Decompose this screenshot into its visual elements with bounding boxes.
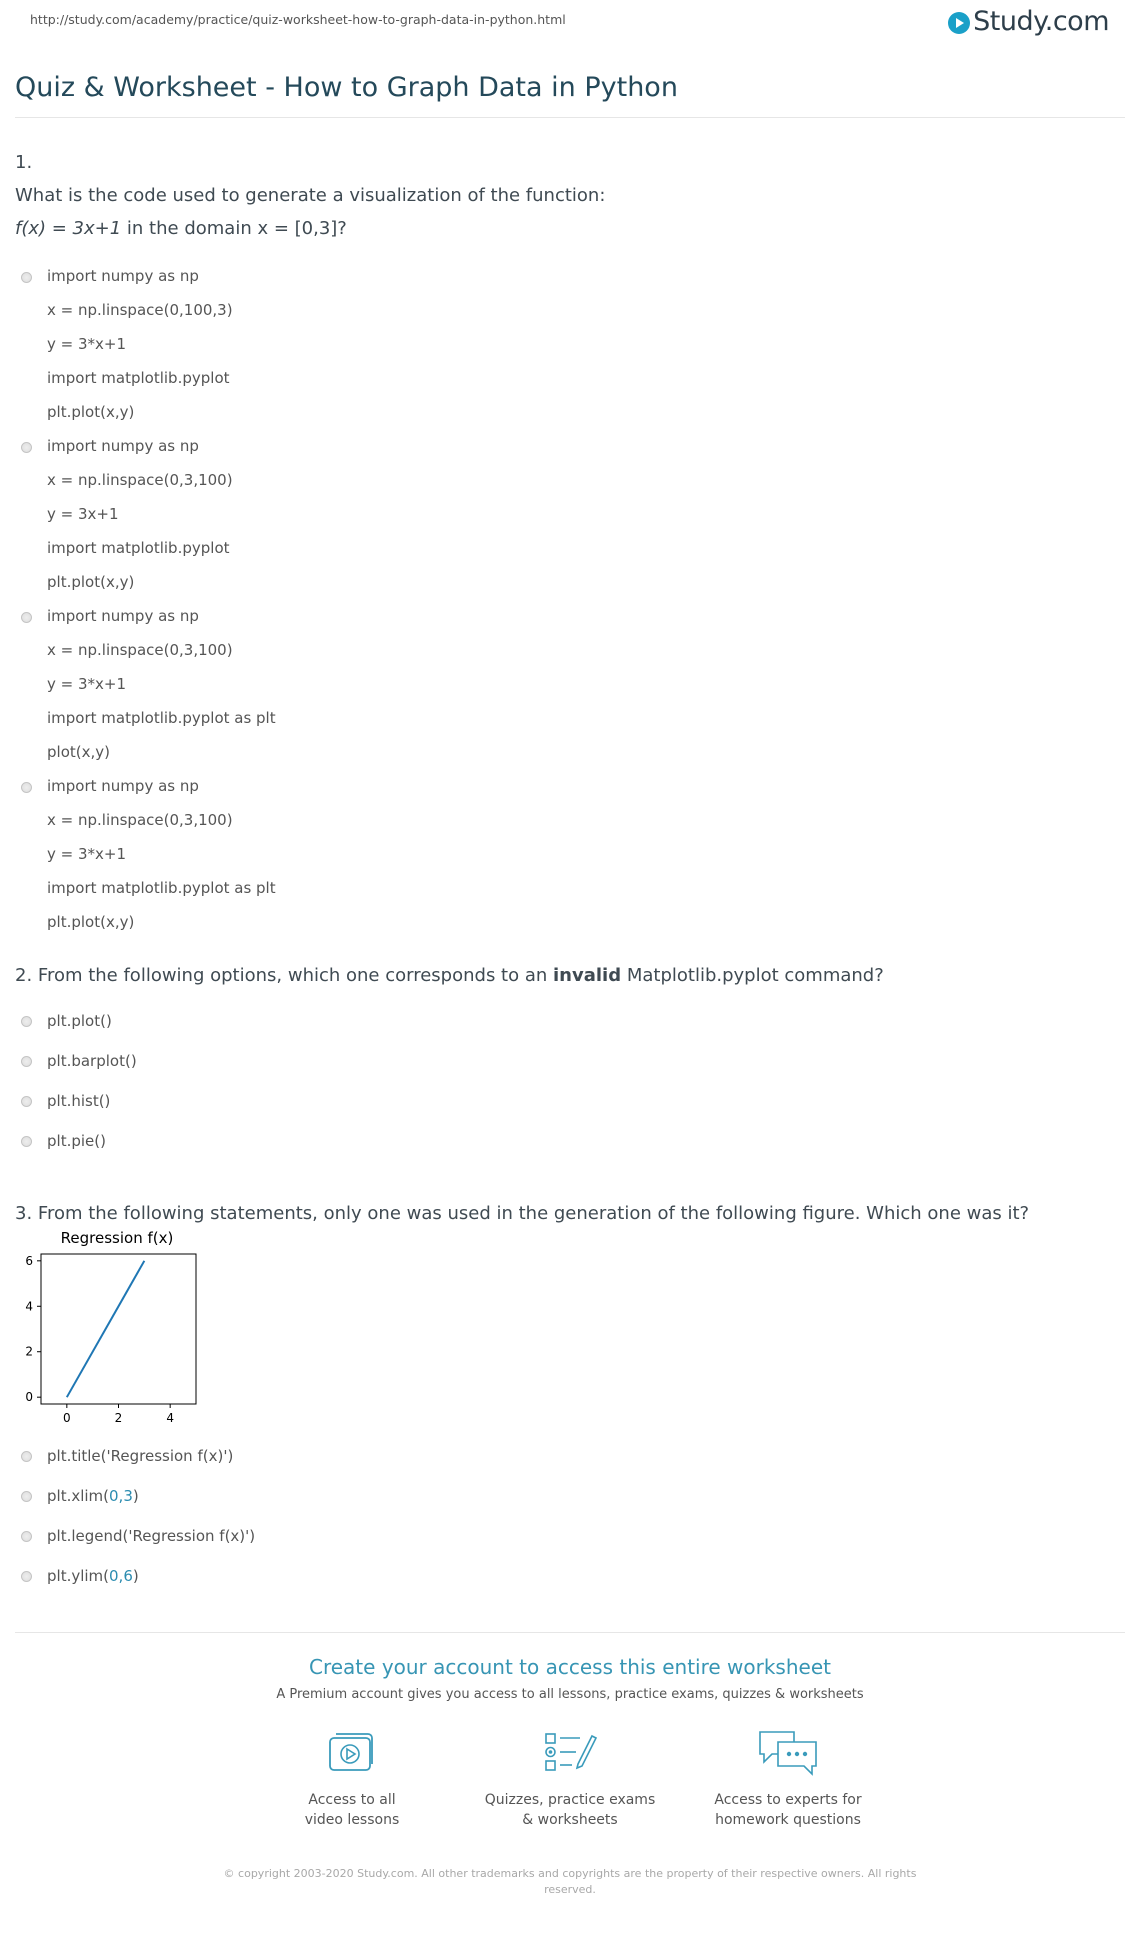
feature-quizzes — [461, 1728, 679, 1831]
option-code: plt.ylim( — [47, 1566, 110, 1585]
section-divider — [15, 1632, 1125, 1633]
feature-label-line2: video lessons — [304, 1812, 400, 1829]
feature-label — [679, 1790, 897, 1831]
code-line: import matplotlib.pyplot — [47, 539, 230, 558]
y-axis-ticks — [25, 1254, 41, 1404]
y-tick-label: 4 — [25, 1299, 33, 1314]
radio-button[interactable] — [21, 1056, 32, 1067]
feature-label-line1: Quizzes, practice exams — [484, 1791, 656, 1808]
option-label — [47, 1556, 1125, 1596]
question-text-line1: What is the code used to generate a visualization of the function: — [15, 185, 606, 206]
x-tick-label: 2 — [114, 1410, 123, 1424]
plot-frame — [41, 1254, 196, 1404]
feature-label — [461, 1790, 679, 1831]
question-text-line2 — [15, 216, 1125, 241]
regression-chart — [15, 1228, 1125, 1428]
video-lesson-icon — [324, 1728, 380, 1778]
play-logo-icon — [948, 12, 970, 34]
code-line: x = np.linspace(0,3,100) — [47, 471, 233, 490]
answer-option[interactable] — [15, 1081, 1125, 1121]
feature-label-line2: homework questions — [715, 1812, 861, 1829]
code-line: x = np.linspace(0,3,100) — [47, 811, 233, 830]
chat-experts-icon — [756, 1728, 820, 1778]
option-label: plt.hist() — [47, 1091, 111, 1110]
code-line: y = 3*x+1 — [47, 335, 127, 354]
feature-label — [243, 1790, 461, 1831]
code-line: y = 3*x+1 — [47, 675, 127, 694]
code-line: import matplotlib.pyplot — [47, 369, 230, 388]
question-2 — [15, 963, 1125, 1160]
radio-button[interactable] — [21, 782, 32, 793]
code-line: import matplotlib.pyplot as plt — [47, 709, 276, 728]
feature-list — [15, 1728, 1125, 1831]
answer-option[interactable] — [15, 1516, 1125, 1556]
option-number: 0,3 — [109, 1486, 133, 1505]
question-number: 1. — [15, 152, 33, 173]
radio-button[interactable] — [21, 1491, 32, 1502]
question-suffix: Matplotlib.pyplot command? — [621, 965, 884, 987]
question-text — [15, 963, 1125, 988]
question-prefix: 2. From the following options, which one corresponds to an — [15, 965, 554, 987]
option-label: plt.plot() — [47, 1011, 112, 1030]
answer-option[interactable] — [15, 259, 1125, 429]
x-axis-ticks — [63, 1404, 174, 1424]
option-label — [47, 1436, 1125, 1476]
radio-button[interactable] — [21, 1096, 32, 1107]
code-line: x = np.linspace(0,3,100) — [47, 641, 233, 660]
code-line: import numpy as np — [47, 607, 199, 626]
option-label: plt.barplot() — [47, 1051, 137, 1070]
code-line: y = 3x+1 — [47, 505, 119, 524]
feature-label-line2: & worksheets — [522, 1812, 618, 1829]
y-tick-label: 6 — [25, 1253, 33, 1268]
answer-option[interactable] — [15, 599, 1125, 769]
option-code: plt.legend('Regression f(x)') — [47, 1526, 256, 1545]
function-formula: f(x) = 3x+1 — [15, 218, 122, 240]
radio-button[interactable] — [21, 1531, 32, 1542]
answer-option[interactable] — [15, 1041, 1125, 1081]
code-line: import matplotlib.pyplot as plt — [47, 879, 276, 898]
option-code-end: ) — [132, 1486, 139, 1505]
answer-options — [15, 1001, 1125, 1161]
code-line: y = 3*x+1 — [47, 845, 127, 864]
chart-svg — [15, 1228, 205, 1424]
page-url[interactable]: http://study.com/academy/practice/quiz-worksheet-how-to-graph-data-in-python.html — [30, 12, 566, 27]
chart-title: Regression f(x) — [60, 1228, 174, 1247]
study-logo[interactable] — [948, 6, 1109, 37]
answer-option[interactable] — [15, 1001, 1125, 1041]
radio-button[interactable] — [21, 1136, 32, 1147]
question-3 — [15, 1201, 1125, 1596]
answer-option[interactable] — [15, 1476, 1125, 1516]
radio-button[interactable] — [21, 272, 32, 283]
code-line: import numpy as np — [47, 777, 199, 796]
page-title: Quiz & Worksheet - How to Graph Data in Python — [15, 72, 1125, 118]
copyright-notice: © copyright 2003-2020 Study.com. All other trademarks and copyrights are the property of their respective owners. All rights reserved. — [223, 1867, 917, 1897]
radio-button[interactable] — [21, 1451, 32, 1462]
question-domain: in the domain x = [0,3]? — [121, 218, 347, 240]
answer-options — [15, 1436, 1125, 1596]
top-bar — [15, 0, 1125, 50]
code-line: plt.plot(x,y) — [47, 403, 135, 422]
y-tick-label: 2 — [25, 1344, 33, 1359]
code-line: import numpy as np — [47, 267, 199, 286]
question-emphasis: invalid — [553, 965, 622, 987]
radio-button[interactable] — [21, 1571, 32, 1582]
option-label — [47, 1476, 1125, 1516]
series-line — [67, 1261, 145, 1397]
feature-video-lessons — [243, 1728, 461, 1831]
radio-button[interactable] — [21, 442, 32, 453]
option-number: 0,6 — [109, 1566, 133, 1585]
option-label — [47, 1516, 1125, 1556]
answer-option[interactable] — [15, 1436, 1125, 1476]
cta-subtitle: A Premium account gives you access to all lessons, practice exams, quizzes & worksheets — [276, 1686, 864, 1702]
logo-text: Study.com — [973, 6, 1109, 37]
answer-option[interactable] — [15, 1556, 1125, 1596]
option-code: plt.xlim( — [47, 1486, 110, 1505]
feature-label-line1: Access to experts for — [714, 1791, 862, 1808]
quiz-checklist-icon — [542, 1728, 598, 1778]
radio-button[interactable] — [21, 1016, 32, 1027]
option-code-end: ) — [132, 1566, 139, 1585]
code-line: import numpy as np — [47, 437, 199, 456]
x-tick-label: 4 — [166, 1410, 174, 1424]
answer-options — [15, 259, 1125, 939]
signup-cta — [15, 1655, 1125, 1831]
feature-label-line1: Access to all — [308, 1791, 396, 1808]
option-label: plt.pie() — [47, 1131, 106, 1150]
y-tick-label: 0 — [25, 1389, 33, 1404]
feature-experts — [679, 1728, 897, 1831]
answer-option[interactable] — [15, 1121, 1125, 1161]
code-line: plt.plot(x,y) — [47, 913, 135, 932]
option-code: plt.title('Regression f(x)') — [47, 1446, 234, 1465]
answer-option[interactable] — [15, 769, 1125, 939]
cta-title-link[interactable]: Create your account to access this entire worksheet — [309, 1654, 831, 1679]
answer-option[interactable] — [15, 429, 1125, 599]
question-text: 3. From the following statements, only one was used in the generation of the following figure. Which one was it? — [15, 1202, 1030, 1224]
question-1 — [15, 152, 1125, 939]
code-line: plt.plot(x,y) — [47, 573, 135, 592]
code-line: plot(x,y) — [47, 743, 110, 762]
x-tick-label: 0 — [63, 1410, 71, 1424]
code-line: x = np.linspace(0,100,3) — [47, 301, 233, 320]
radio-button[interactable] — [21, 612, 32, 623]
